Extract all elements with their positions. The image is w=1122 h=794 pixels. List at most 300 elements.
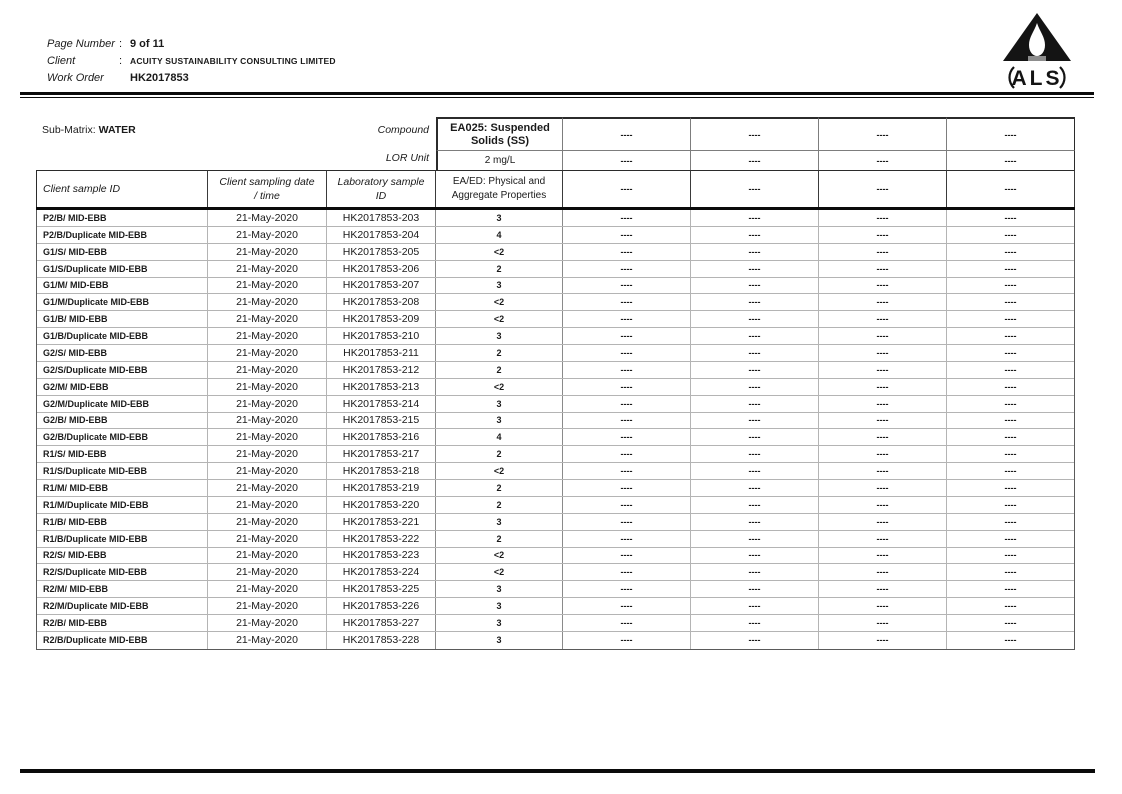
lab-sample-id-cell: HK2017853-206 [327, 261, 436, 277]
empty-result-cell: ---- [1004, 314, 1017, 325]
table-row [37, 227, 1074, 244]
col-header-text: / time [254, 190, 280, 202]
lab-sample-id-cell: HK2017853-204 [327, 227, 436, 243]
empty-result-cell: ---- [691, 615, 819, 631]
col-header-empty [563, 170, 691, 207]
sampling-date-cell: 21-May-2020 [208, 514, 327, 530]
client-sample-id-cell: P2/B/Duplicate MID-EBB [37, 227, 208, 243]
empty-result-cell: ---- [691, 294, 819, 310]
lab-sample-id-cell: HK2017853-209 [327, 311, 436, 327]
result-value-cell: 3 [436, 581, 563, 597]
client-sample-id-cell: R1/B/Duplicate MID-EBB [37, 531, 208, 547]
dash-placeholder: ---- [876, 184, 889, 194]
lab-sample-id-cell: HK2017853-205 [327, 244, 436, 260]
empty-result-cell: ---- [1004, 280, 1017, 291]
result-value-cell: 2 [436, 497, 563, 513]
table-row [37, 446, 1074, 463]
sampling-date-cell: 21-May-2020 [208, 278, 327, 294]
dash-placeholder: ---- [748, 184, 761, 194]
empty-result-cell: ---- [691, 429, 819, 445]
empty-result-cell: ---- [691, 531, 819, 547]
empty-result-cell: ---- [1004, 567, 1017, 578]
lab-sample-id-cell: HK2017853-211 [327, 345, 436, 361]
als-logo-icon [1001, 12, 1073, 90]
als-logo [1001, 12, 1073, 90]
dash-placeholder: ---- [876, 155, 889, 166]
sub-matrix [42, 124, 136, 136]
result-value-cell: 2 [436, 345, 563, 361]
page-number-label: Page Number [47, 38, 115, 50]
dash-placeholder: ---- [748, 155, 761, 166]
lab-sample-id-cell: HK2017853-216 [327, 429, 436, 445]
empty-result-cell: ---- [691, 311, 819, 327]
empty-result-cell: ---- [819, 345, 947, 361]
col-header-sampling-date [208, 170, 327, 207]
sampling-date-cell: 21-May-2020 [208, 446, 327, 462]
lab-sample-id-cell: HK2017853-226 [327, 598, 436, 614]
empty-result-cell: ---- [819, 396, 947, 412]
empty-result-cell: ---- [819, 311, 947, 327]
empty-result-cell: ---- [819, 497, 947, 513]
result-value-cell: <2 [436, 548, 563, 564]
empty-result-cell: ---- [563, 497, 691, 513]
table-row [37, 345, 1074, 362]
table-row [37, 413, 1074, 430]
sampling-date-cell: 21-May-2020 [208, 396, 327, 412]
col-header-text: Client sample ID [43, 183, 121, 195]
empty-result-cell: ---- [819, 261, 947, 277]
sub-matrix-label: Sub-Matrix: [42, 124, 96, 136]
empty-result-cell: ---- [1004, 347, 1017, 358]
empty-result-cell: ---- [563, 548, 691, 564]
sampling-date-cell: 21-May-2020 [208, 210, 327, 226]
client-sample-id-cell: R2/S/Duplicate MID-EBB [37, 564, 208, 580]
footer-divider [20, 769, 1095, 773]
dash-placeholder: ---- [1004, 155, 1017, 166]
lor-unit-value: 2 mg/L [484, 155, 516, 166]
col-header-lab-sample-id [327, 170, 436, 207]
col-header-empty [691, 170, 819, 207]
compound-empty-cell [947, 117, 1075, 150]
client-label: Client [47, 55, 76, 67]
compound-empty-cell [563, 117, 691, 150]
empty-result-cell: ---- [819, 210, 947, 226]
svg-text:ALS: ALS [1011, 67, 1063, 90]
table-row [37, 396, 1074, 413]
empty-result-cell: ---- [819, 463, 947, 479]
empty-result-cell: ---- [691, 564, 819, 580]
lab-sample-id-cell: HK2017853-227 [327, 615, 436, 631]
result-value-cell: <2 [436, 244, 563, 260]
empty-result-cell: ---- [563, 531, 691, 547]
empty-result-cell: ---- [1004, 381, 1017, 392]
empty-result-cell: ---- [563, 413, 691, 429]
table-row [37, 615, 1074, 632]
empty-result-cell: ---- [1004, 229, 1017, 240]
empty-result-cell: ---- [1004, 263, 1017, 274]
client-sample-id-cell: R1/M/Duplicate MID-EBB [37, 497, 208, 513]
table-header-columns-row [36, 170, 1075, 207]
header-left-area [36, 117, 436, 150]
table-row [37, 463, 1074, 480]
table-row [37, 531, 1074, 548]
empty-result-cell: ---- [691, 446, 819, 462]
result-value-cell: 4 [436, 227, 563, 243]
empty-result-cell: ---- [1004, 331, 1017, 342]
empty-result-cell: ---- [691, 514, 819, 530]
empty-result-cell: ---- [1004, 516, 1017, 527]
lab-sample-id-cell: HK2017853-224 [327, 564, 436, 580]
lab-sample-id-cell: HK2017853-220 [327, 497, 436, 513]
sampling-date-cell: 21-May-2020 [208, 328, 327, 344]
empty-result-cell: ---- [563, 429, 691, 445]
lab-sample-id-cell: HK2017853-223 [327, 548, 436, 564]
sampling-date-cell: 21-May-2020 [208, 480, 327, 496]
empty-result-cell: ---- [691, 497, 819, 513]
result-value-cell: <2 [436, 564, 563, 580]
empty-result-cell: ---- [563, 480, 691, 496]
empty-result-cell: ---- [819, 548, 947, 564]
sampling-date-cell: 21-May-2020 [208, 345, 327, 361]
dash-placeholder: ---- [876, 129, 889, 140]
sampling-date-cell: 21-May-2020 [208, 548, 327, 564]
client-sample-id-cell: G2/B/ MID-EBB [37, 413, 208, 429]
empty-result-cell: ---- [563, 598, 691, 614]
table-row [37, 514, 1074, 531]
empty-result-cell: ---- [563, 615, 691, 631]
lab-sample-id-cell: HK2017853-221 [327, 514, 436, 530]
client-sample-id-cell: R1/S/Duplicate MID-EBB [37, 463, 208, 479]
lab-sample-id-cell: HK2017853-207 [327, 278, 436, 294]
empty-result-cell: ---- [819, 294, 947, 310]
work-order-row [47, 72, 336, 89]
client-sample-id-cell: R2/B/Duplicate MID-EBB [37, 632, 208, 649]
table-row [37, 379, 1074, 396]
result-value-cell: <2 [436, 463, 563, 479]
empty-result-cell: ---- [563, 396, 691, 412]
page-number-value: 9 of 11 [130, 38, 165, 50]
empty-result-cell: ---- [1004, 617, 1017, 628]
result-value-cell: 2 [436, 446, 563, 462]
empty-result-cell: ---- [563, 311, 691, 327]
table-header-lor-row [36, 150, 1075, 170]
col-header-empty [947, 170, 1075, 207]
empty-result-cell: ---- [691, 480, 819, 496]
sampling-date-cell: 21-May-2020 [208, 227, 327, 243]
empty-result-cell: ---- [819, 429, 947, 445]
lab-sample-id-cell: HK2017853-217 [327, 446, 436, 462]
lab-sample-id-cell: HK2017853-213 [327, 379, 436, 395]
sampling-date-cell: 21-May-2020 [208, 294, 327, 310]
empty-result-cell: ---- [1004, 482, 1017, 493]
client-sample-id-cell: G1/S/Duplicate MID-EBB [37, 261, 208, 277]
empty-result-cell: ---- [691, 345, 819, 361]
empty-result-cell: ---- [819, 362, 947, 378]
result-value-cell: 3 [436, 598, 563, 614]
page-header [47, 38, 336, 89]
empty-result-cell: ---- [819, 514, 947, 530]
empty-result-cell: ---- [691, 598, 819, 614]
empty-result-cell: ---- [819, 564, 947, 580]
empty-result-cell: ---- [691, 581, 819, 597]
lor-empty-cell [563, 150, 691, 170]
work-order-value: HK2017853 [130, 72, 189, 84]
table-row [37, 480, 1074, 497]
result-value-cell: 3 [436, 615, 563, 631]
sampling-date-cell: 21-May-2020 [208, 531, 327, 547]
empty-result-cell: ---- [691, 328, 819, 344]
colon: : [119, 38, 123, 50]
method-title-line1: EA025: Suspended [450, 121, 550, 134]
client-sample-id-cell: G1/B/Duplicate MID-EBB [37, 328, 208, 344]
method-title-line2: Solids (SS) [470, 134, 530, 147]
result-value-cell: 2 [436, 531, 563, 547]
result-value-cell: <2 [436, 379, 563, 395]
table-header-compound-row [36, 117, 1075, 150]
empty-result-cell: ---- [819, 244, 947, 260]
empty-result-cell: ---- [1004, 364, 1017, 375]
sampling-date-cell: 21-May-2020 [208, 598, 327, 614]
sampling-date-cell: 21-May-2020 [208, 311, 327, 327]
empty-result-cell: ---- [563, 345, 691, 361]
colon: : [119, 55, 123, 67]
table-row [37, 261, 1074, 278]
result-value-cell: 3 [436, 514, 563, 530]
client-row [47, 55, 336, 72]
sampling-date-cell: 21-May-2020 [208, 413, 327, 429]
sampling-date-cell: 21-May-2020 [208, 632, 327, 649]
table-row [37, 294, 1074, 311]
result-value-cell: 3 [436, 413, 563, 429]
empty-result-cell: ---- [563, 463, 691, 479]
client-sample-id-cell: G1/B/ MID-EBB [37, 311, 208, 327]
empty-result-cell: ---- [691, 227, 819, 243]
lab-sample-id-cell: HK2017853-228 [327, 632, 436, 649]
client-value: ACUITY SUSTAINABILITY CONSULTING LIMITED [130, 56, 336, 66]
result-value-cell: 3 [436, 210, 563, 226]
col-header-empty [819, 170, 947, 207]
empty-result-cell: ---- [563, 632, 691, 649]
empty-result-cell: ---- [691, 362, 819, 378]
empty-result-cell: ---- [819, 446, 947, 462]
client-sample-id-cell: G1/M/Duplicate MID-EBB [37, 294, 208, 310]
col-header-client-sample-id [36, 170, 208, 207]
empty-result-cell: ---- [819, 531, 947, 547]
lab-sample-id-cell: HK2017853-218 [327, 463, 436, 479]
empty-result-cell: ---- [1004, 432, 1017, 443]
empty-result-cell: ---- [563, 261, 691, 277]
empty-result-cell: ---- [819, 413, 947, 429]
empty-result-cell: ---- [563, 379, 691, 395]
sub-matrix-value: WATER [98, 124, 136, 136]
empty-result-cell: ---- [1004, 398, 1017, 409]
table-row [37, 581, 1074, 598]
dash-placeholder: ---- [620, 155, 633, 166]
client-sample-id-cell: G1/M/ MID-EBB [37, 278, 208, 294]
header-left-area [36, 150, 436, 170]
table-row [37, 210, 1074, 227]
client-sample-id-cell: R2/B/ MID-EBB [37, 615, 208, 631]
client-sample-id-cell: P2/B/ MID-EBB [37, 210, 208, 226]
empty-result-cell: ---- [819, 581, 947, 597]
empty-result-cell: ---- [1004, 466, 1017, 477]
empty-result-cell: ---- [1004, 449, 1017, 460]
method-group-text: Aggregate Properties [451, 190, 547, 201]
empty-result-cell: ---- [1004, 499, 1017, 510]
empty-result-cell: ---- [691, 210, 819, 226]
empty-result-cell: ---- [691, 548, 819, 564]
table-row [37, 632, 1074, 649]
lab-sample-id-cell: HK2017853-208 [327, 294, 436, 310]
table-row [37, 564, 1074, 581]
sampling-date-cell: 21-May-2020 [208, 261, 327, 277]
col-header-text: Laboratory sample [337, 176, 425, 188]
lab-sample-id-cell: HK2017853-225 [327, 581, 436, 597]
empty-result-cell: ---- [563, 227, 691, 243]
dash-placeholder: ---- [620, 129, 633, 140]
sampling-date-cell: 21-May-2020 [208, 497, 327, 513]
empty-result-cell: ---- [819, 615, 947, 631]
client-sample-id-cell: G2/S/Duplicate MID-EBB [37, 362, 208, 378]
empty-result-cell: ---- [563, 446, 691, 462]
client-sample-id-cell: R1/S/ MID-EBB [37, 446, 208, 462]
sampling-date-cell: 21-May-2020 [208, 581, 327, 597]
empty-result-cell: ---- [1004, 415, 1017, 426]
empty-result-cell: ---- [691, 396, 819, 412]
client-sample-id-cell: G2/S/ MID-EBB [37, 345, 208, 361]
empty-result-cell: ---- [1004, 533, 1017, 544]
result-value-cell: 2 [436, 480, 563, 496]
col-header-text: ID [375, 190, 387, 202]
result-value-cell: 3 [436, 328, 563, 344]
empty-result-cell: ---- [1004, 550, 1017, 561]
empty-result-cell: ---- [819, 632, 947, 649]
sampling-date-cell: 21-May-2020 [208, 244, 327, 260]
lor-empty-cell [947, 150, 1075, 170]
empty-result-cell: ---- [1004, 584, 1017, 595]
client-sample-id-cell: R2/S/ MID-EBB [37, 548, 208, 564]
lor-unit-label: LOR Unit [385, 152, 429, 164]
table-row [37, 244, 1074, 261]
empty-result-cell: ---- [691, 278, 819, 294]
result-value-cell: 2 [436, 261, 563, 277]
sampling-date-cell: 21-May-2020 [208, 379, 327, 395]
result-value-cell: 3 [436, 632, 563, 649]
work-order-label: Work Order [47, 72, 104, 84]
lab-sample-id-cell: HK2017853-215 [327, 413, 436, 429]
sampling-date-cell: 21-May-2020 [208, 463, 327, 479]
compound-empty-cell [819, 117, 947, 150]
col-header-text: Client sampling date [219, 176, 315, 188]
table-row [37, 311, 1074, 328]
lor-empty-cell [691, 150, 819, 170]
empty-result-cell: ---- [1004, 212, 1017, 223]
header-divider [20, 92, 1094, 98]
result-value-cell: 2 [436, 362, 563, 378]
empty-result-cell: ---- [819, 278, 947, 294]
page-number-row [47, 38, 336, 55]
lab-sample-id-cell: HK2017853-214 [327, 396, 436, 412]
compound-label: Compound [377, 124, 429, 136]
compound-empty-cell [691, 117, 819, 150]
lab-sample-id-cell: HK2017853-203 [327, 210, 436, 226]
empty-result-cell: ---- [691, 379, 819, 395]
client-sample-id-cell: G2/B/Duplicate MID-EBB [37, 429, 208, 445]
empty-result-cell: ---- [1004, 246, 1017, 257]
empty-result-cell: ---- [691, 463, 819, 479]
result-value-cell: 4 [436, 429, 563, 445]
dash-placeholder: ---- [1004, 129, 1017, 140]
empty-result-cell: ---- [1004, 601, 1017, 612]
dash-placeholder: ---- [1004, 184, 1017, 194]
client-sample-id-cell: G1/S/ MID-EBB [37, 244, 208, 260]
result-value-cell: 3 [436, 396, 563, 412]
empty-result-cell: ---- [819, 379, 947, 395]
dash-placeholder: ---- [748, 129, 761, 140]
empty-result-cell: ---- [691, 261, 819, 277]
result-value-cell: <2 [436, 294, 563, 310]
result-value-cell: <2 [436, 311, 563, 327]
table-row [37, 497, 1074, 514]
sampling-date-cell: 21-May-2020 [208, 564, 327, 580]
method-title-cell [436, 117, 563, 150]
empty-result-cell: ---- [691, 632, 819, 649]
empty-result-cell: ---- [563, 210, 691, 226]
table-row [37, 598, 1074, 615]
table-body [36, 210, 1075, 650]
empty-result-cell: ---- [691, 244, 819, 260]
lab-sample-id-cell: HK2017853-210 [327, 328, 436, 344]
empty-result-cell: ---- [819, 227, 947, 243]
empty-result-cell: ---- [563, 278, 691, 294]
table-row [37, 548, 1074, 565]
empty-result-cell: ---- [1004, 635, 1017, 646]
dash-placeholder: ---- [620, 184, 633, 194]
empty-result-cell: ---- [563, 581, 691, 597]
method-group-text: EA/ED: Physical and [452, 176, 546, 187]
empty-result-cell: ---- [563, 244, 691, 260]
lor-empty-cell [819, 150, 947, 170]
lab-sample-id-cell: HK2017853-222 [327, 531, 436, 547]
client-sample-id-cell: R1/B/ MID-EBB [37, 514, 208, 530]
client-sample-id-cell: G2/M/ MID-EBB [37, 379, 208, 395]
lab-sample-id-cell: HK2017853-212 [327, 362, 436, 378]
client-sample-id-cell: R2/M/ MID-EBB [37, 581, 208, 597]
empty-result-cell: ---- [563, 564, 691, 580]
client-sample-id-cell: G2/M/Duplicate MID-EBB [37, 396, 208, 412]
empty-result-cell: ---- [563, 362, 691, 378]
table-row [37, 328, 1074, 345]
table-row [37, 278, 1074, 295]
empty-result-cell: ---- [819, 328, 947, 344]
client-sample-id-cell: R2/M/Duplicate MID-EBB [37, 598, 208, 614]
sampling-date-cell: 21-May-2020 [208, 362, 327, 378]
empty-result-cell: ---- [1004, 297, 1017, 308]
client-sample-id-cell: R1/M/ MID-EBB [37, 480, 208, 496]
lab-sample-id-cell: HK2017853-219 [327, 480, 436, 496]
empty-result-cell: ---- [819, 598, 947, 614]
empty-result-cell: ---- [563, 328, 691, 344]
result-value-cell: 3 [436, 278, 563, 294]
method-lor-cell [436, 150, 563, 170]
empty-result-cell: ---- [563, 294, 691, 310]
empty-result-cell: ---- [819, 480, 947, 496]
empty-result-cell: ---- [563, 514, 691, 530]
table-row [37, 429, 1074, 446]
sampling-date-cell: 21-May-2020 [208, 615, 327, 631]
sampling-date-cell: 21-May-2020 [208, 429, 327, 445]
empty-result-cell: ---- [691, 413, 819, 429]
